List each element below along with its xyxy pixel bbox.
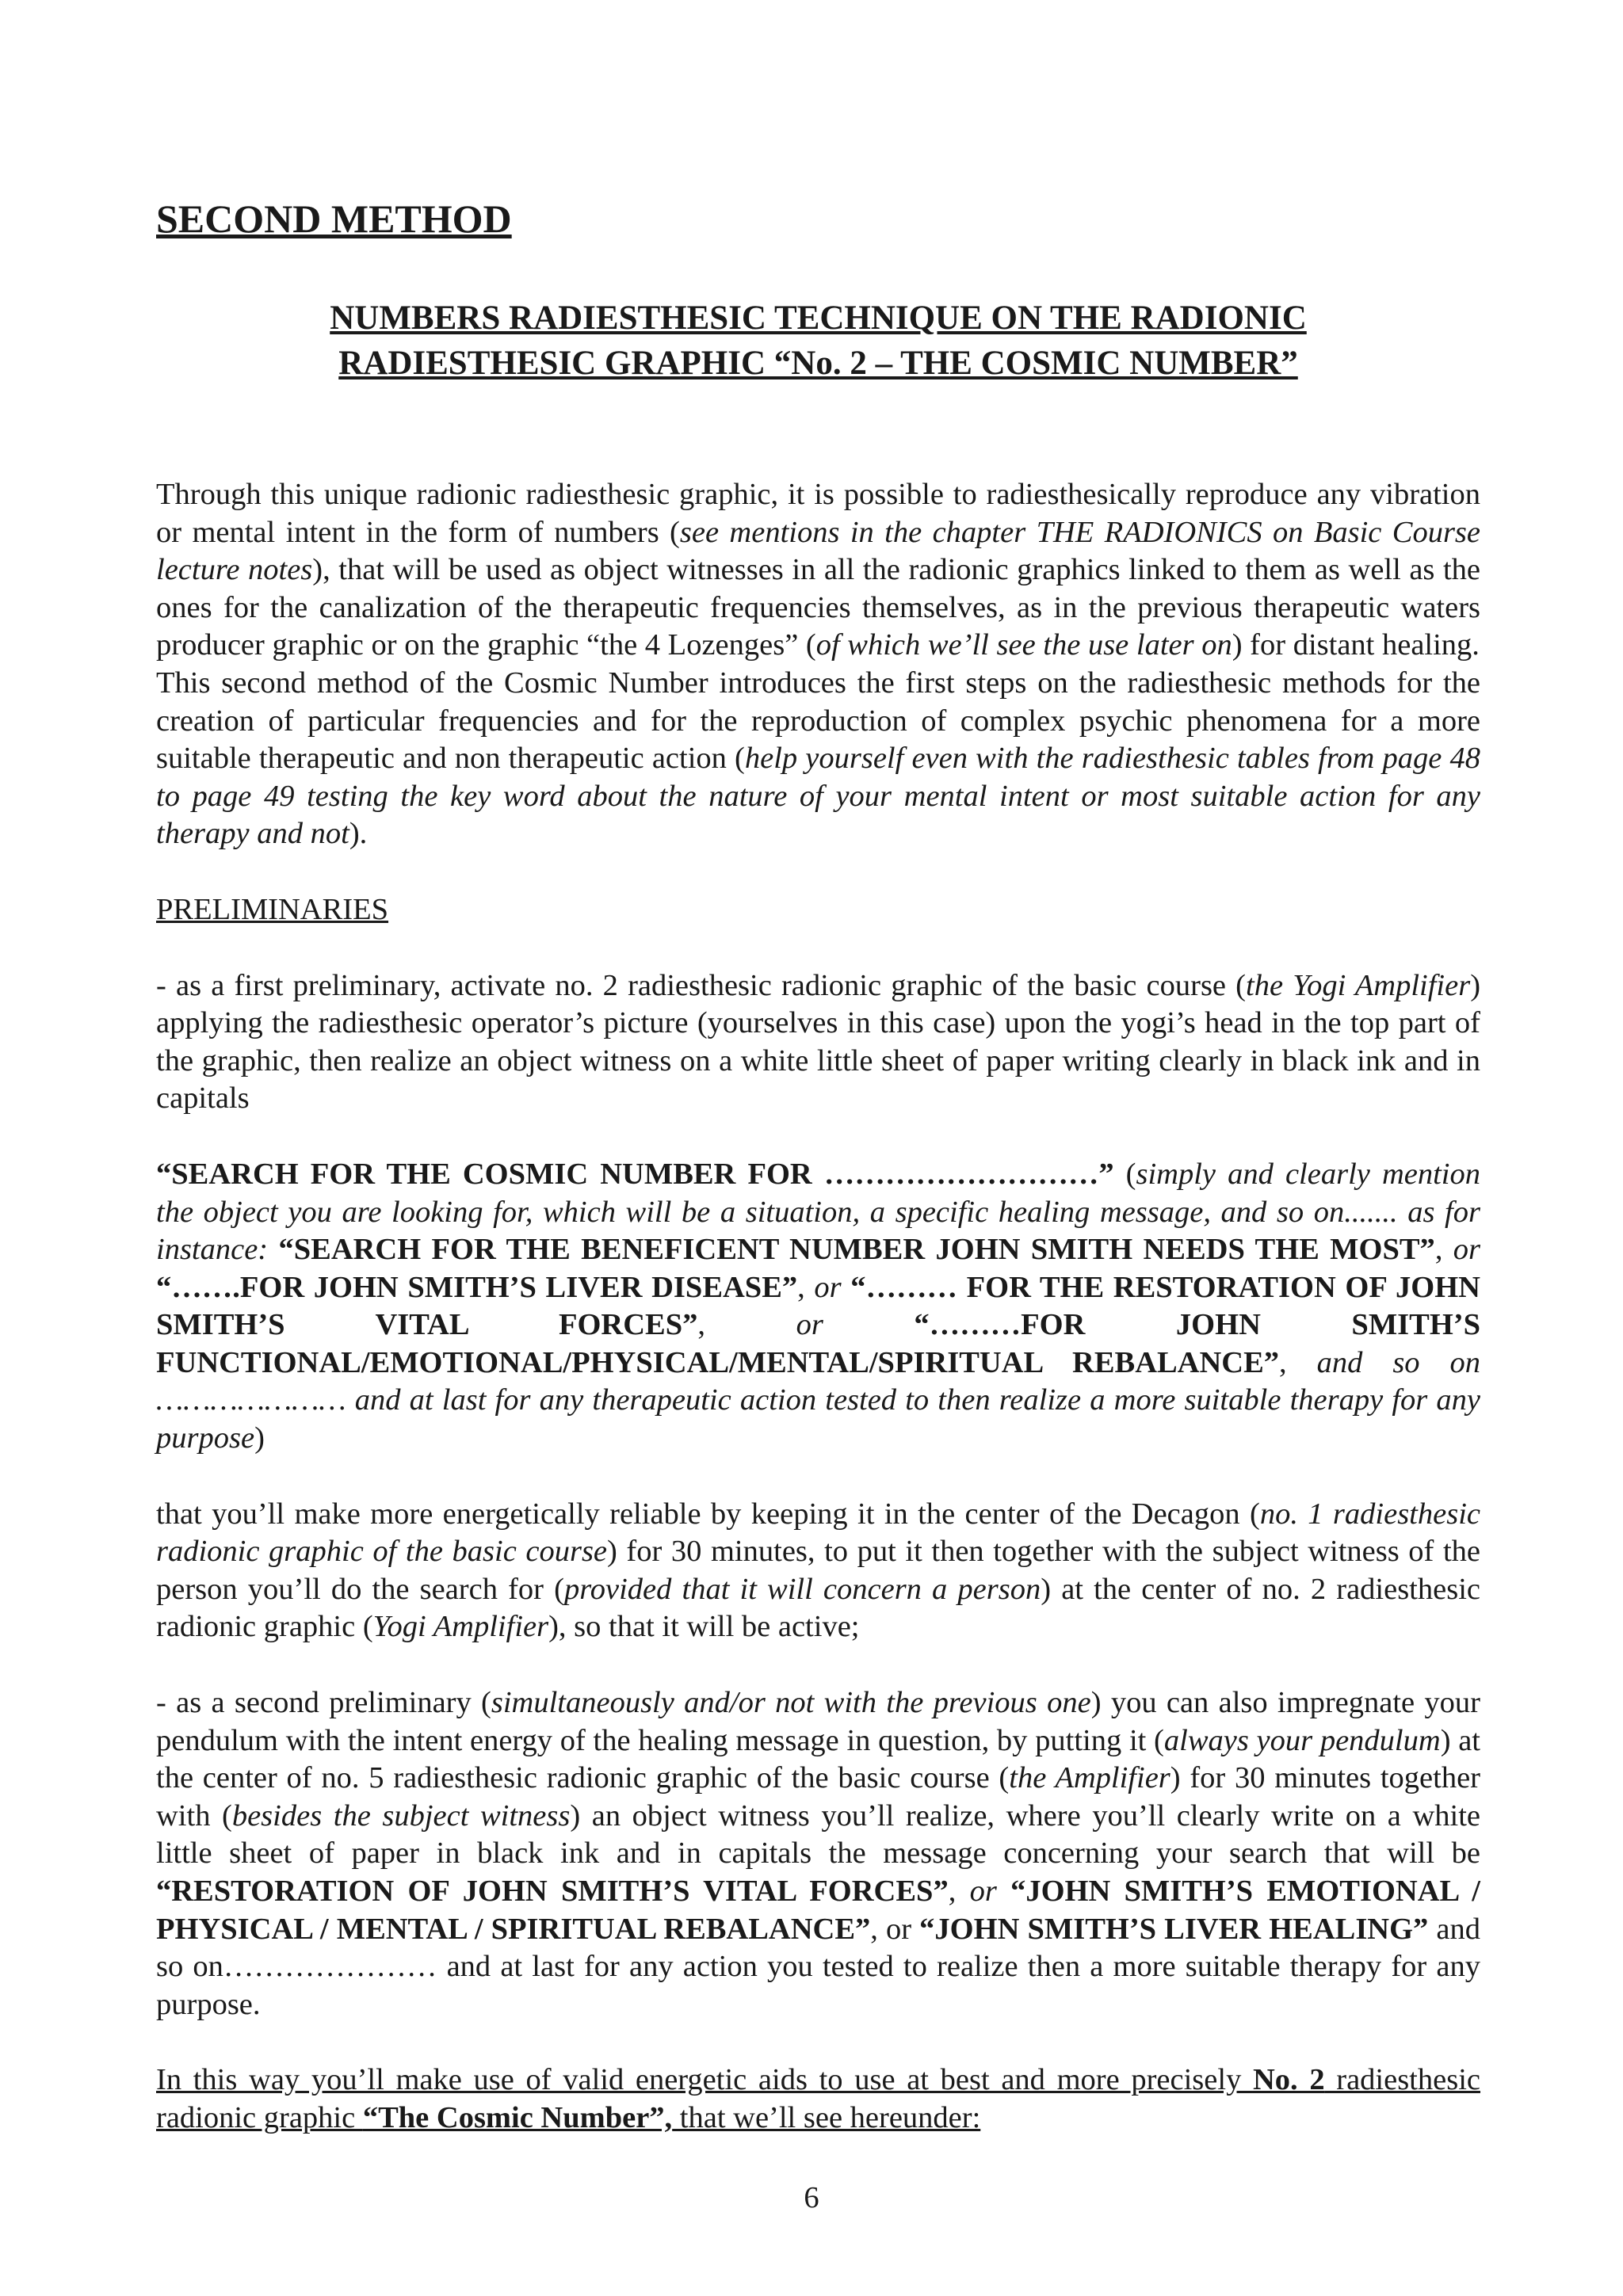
page-number: 6 xyxy=(804,2181,819,2214)
search-instruction-paragraph: “SEARCH FOR THE COSMIC NUMBER FOR ………………………” (simply and clearly mention the object you are looking for, which will be a situation, a specific healing message, and so on....... as for instance: “SEARCH FOR THE BENEFICENT NUMBER JOHN SMITH NEEDS THE MOST”, or “…….FOR JOHN SMITH’S LIVER DISEASE”, or “……… FOR THE RESTORATION OF JOHN SMITH’S VITAL FORCES”, or “………FOR JOHN SMITH’S FUNCTIONAL/EMOTIONAL/PHYSICAL/MENTAL/SPIRITUAL REBALANCE”, and so on ………………… and at last for any therapeutic action tested to then realize a more suitable therapy for any purpose) xyxy=(156,1157,1481,1455)
second-method-paragraph: This second method of the Cosmic Number introduces the first steps on the radiesthesic methods for the creation of particular frequencies and for the reproduction of complex psychic phenomena for a more suitable therapeutic and non therapeutic action (help yourself even with the radiesthesic tables from page 48 to page 49 testing the key word about the nature of your mental intent or most suitable action for any therapy and not). xyxy=(156,666,1480,851)
decagon-paragraph: that you’ll make more energetically reliable by keeping it in the center of the Decagon (no. 1 radiesthesic radionic graphic of the basic course) for 30 minutes, to put it then together with the subject witness of the person you’ll do the search for (provided that it will concern a person) at the center of no. 2 radiesthesic radionic graphic (Yogi Amplifier), so that it will be active; xyxy=(156,1497,1480,1644)
first-preliminary-paragraph: - as a first preliminary, activate no. 2 radiesthesic radionic graphic of the basic course (the Yogi Amplifier) applying the radiesthesic operator’s picture (yourselves in this case) upon the yogi’s head in the top part of the graphic, then realize an object witness on a white little sheet of paper writing clearly in black ink and in capitals xyxy=(156,968,1481,1116)
subtitle-line-1: NUMBERS RADIESTHESIC TECHNIQUE ON THE RADIONIC xyxy=(330,299,1307,337)
second-preliminary-paragraph: - as a second preliminary (simultaneously and/or not with the previous one) you can also impregnate your pendulum with the intent energy of the healing message in question, by putting it (always your pendulum) at the center of no. 5 radiesthesic radionic graphic of the basic course (the Amplifier) for 30 minutes together with (besides the subject witness) an object witness you’ll realize, where you’ll clearly write on a white little sheet of paper in black ink and in capitals the message concerning your search that will be “RESTORATION OF JOHN SMITH’S VITAL FORCES”, or “JOHN SMITH’S EMOTIONAL / PHYSICAL / MENTAL / SPIRITUAL REBALANCE”, or “JOHN SMITH’S LIVER HEALING” and so on………………… and at last for any action you tested to realize then a more suitable therapy for any purpose. xyxy=(156,1686,1481,2021)
intro-paragraph: Through this unique radionic radiesthesic graphic, it is possible to radiesthesically reproduce any vibration or mental intent in the form of numbers (see mentions in the chapter THE RADIONICS on Basic Course lecture notes), that will be used as object witnesses in all the radionic graphics linked to them as well as the ones for the canalization of the therapeutic frequencies themselves, as in the previous therapeutic waters producer graphic or on the graphic “the 4 Lozenges” (of which we’ll see the use later on) for distant healing. xyxy=(156,478,1480,662)
section-title: SECOND METHOD xyxy=(156,196,512,241)
closing-paragraph: In this way you’ll make use of valid energetic aids to use at best and more precisely No. 2 radiesthesic radionic graphic “The Cosmic Number”, that we’ll see hereunder: xyxy=(156,2063,1480,2134)
subtitle-line-2: RADIESTHESIC GRAPHIC “No. 2 – THE COSMIC NUMBER” xyxy=(338,345,1298,382)
preliminaries-heading: PRELIMINARIES xyxy=(156,892,389,926)
